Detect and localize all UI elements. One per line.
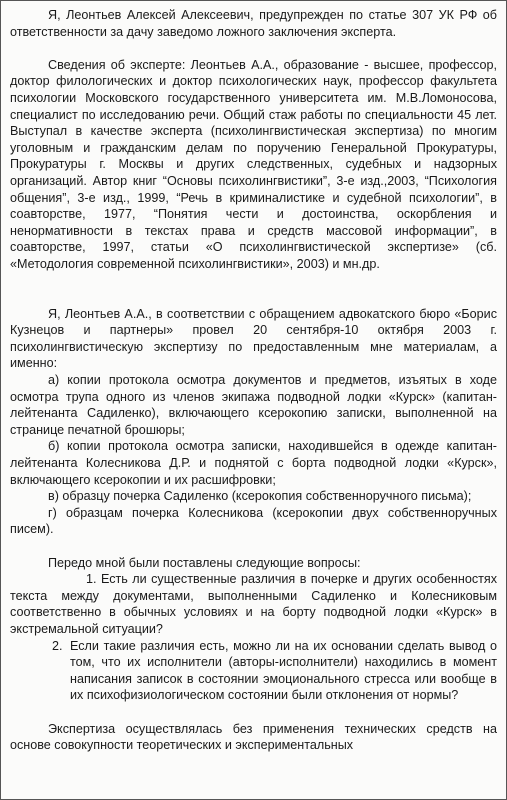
question-text: Есть ли существенные различия в почерке и других особенностях текста между документами, выполненными Садиленко и Колесниковым соответственно в обычных условиях и на борту подводной лодки «Курск» в экстремальной ситуации? [10, 572, 498, 636]
question-item [10, 571, 497, 637]
questions-intro: Передо мной были поставлены следующие вопросы: [48, 555, 361, 570]
question-text: Если такие различия есть, можно ли на их основании сделать вывод о том, что их исполнители (авторы-исполнители) находились в момент написания записок в состоянии эмоционального стресса или вообще в их психофизиологическом состоянии были отклонения от нормы? [70, 638, 497, 703]
expert-info-paragraph: Сведения об эксперте: Леонтьев А.А., образование - высшее, профессор, доктор филологических и доктор психологических наук, профессор факультета психологии Московского государственного университета им. М.В.Ломоносова, специалист по исследованию речи. Общий стаж работы по специальности 45 лет. Выступал в качестве эксперта (психолингвистическая экспертиза) по многим уголовным и гражданским делам по поручению Генеральной Прокуратуры, Прокуратуры г. Москвы и других следственных, судебных и надзорных организаций. Автор книг “Основы психолингвистики”, 3-е изд.,2003, “Психология общения”, 3-е изд., 1999, “Речь в криминалистике и судебной психологии”, в соавторстве, 1977, “Понятия чести и достоинства, оскорбления и ненормативности в текстах права и средств массовой информации”, в соавторстве, 1997, статьи «О психолингвистической экспертизе» (сб. «Методология современной психолингвистики», 2003) и мн.др. [10, 57, 497, 271]
warning-paragraph: Я, Леонтьев Алексей Алексеевич, предупрежден по статье 307 УК РФ об ответственности за дачу заведомо ложного заключения эксперта. [10, 8, 497, 39]
material-item-a: а) копии протокола осмотра документов и предметов, изъятых в ходе осмотра трупа одного из членов экипажа подводной лодки «Курск» (капитан-лейтенанта Садиленко), включающего ксерокопию записки, выполненной на странице печатной брошюры; [10, 373, 497, 437]
question-number: 2. [52, 638, 63, 653]
paragraph-gap [10, 40, 497, 57]
paragraph-gap [10, 273, 497, 290]
material-item-d: г) образцам почерка Колесникова (ксерокопии двух собственноручных писем). [10, 505, 497, 537]
material-item-b: б) копии протокола осмотра записки, находившейся в одежде капитан-лейтенанта Колесникова Д.Р. и поднятой с борта подводной лодки «Курск», включающего ксерокопии и их расшифровки; [10, 439, 497, 487]
paragraph-gap [10, 289, 497, 306]
question-item [10, 638, 497, 704]
paragraph-gap [10, 538, 497, 555]
method-paragraph: Экспертиза осуществлялась без применения технических средств на основе совокупности теоретических и экспериментальных [10, 721, 497, 753]
paragraph-gap [10, 704, 497, 721]
document-body [10, 7, 497, 754]
question-number: 1. [86, 572, 97, 587]
material-item-c: в) образцу почерка Садиленко (ксерокопия собственноручного письма); [48, 489, 472, 504]
assignment-paragraph: Я, Леонтьев А.А., в соответствии с обращением адвокатского бюро «Борис Кузнецов и партнеры» провел 20 сентября-10 октября 2003 г. психолингвистическую экспертизу по предоставленным мне материалам, а именно: [10, 306, 497, 371]
questions-list [10, 571, 497, 704]
